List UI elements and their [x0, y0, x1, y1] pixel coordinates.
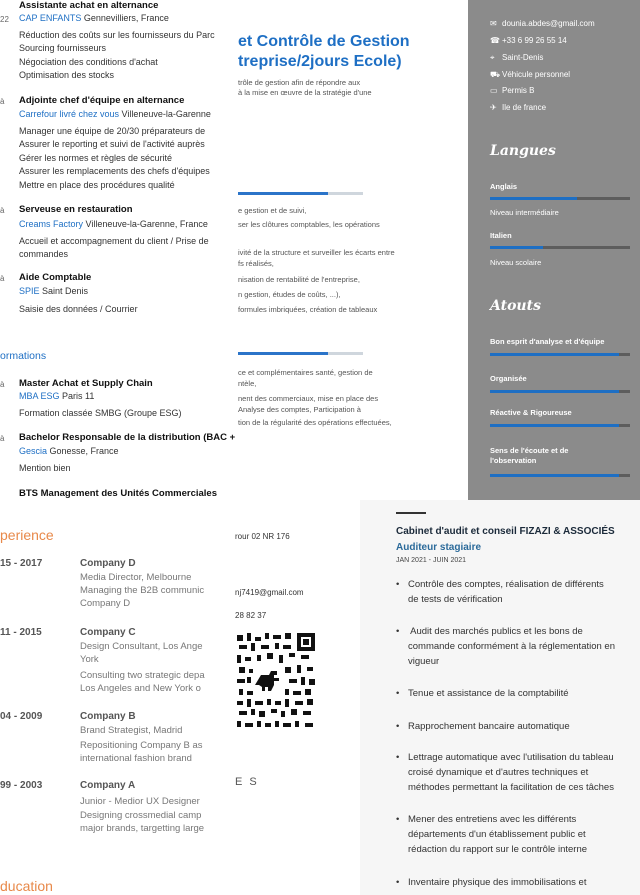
bullet-item: • Inventaire physique des immobilisations et — [396, 877, 587, 888]
mid-text-line: nent des commerciaux, mise en place des — [238, 394, 379, 403]
location-pin-icon: ⌖ — [490, 53, 495, 62]
exp-line: Brand Strategist, Madrid — [80, 725, 183, 736]
job-title: Assistante achat en alternance — [19, 0, 159, 11]
job-desc-line: Négociation des conditions d'achat — [19, 57, 158, 67]
mid-text-line: ser les clôtures comptables, les opérations — [238, 220, 380, 229]
job-desc-line: Assurer les remplacements des chefs d'équipes — [19, 166, 210, 176]
exp-line: Managing the B2B communic — [80, 585, 205, 596]
address-text: rour 02 NR 176 — [235, 532, 290, 541]
job-title: Adjointe chef d'équipe en alternance — [19, 95, 185, 106]
qr-code-icon — [235, 631, 317, 731]
job-year: à — [0, 206, 5, 215]
email-text: nj7419@gmail.com — [235, 588, 304, 597]
job-year: à — [0, 274, 5, 283]
language-level-bar — [490, 246, 630, 249]
language-level-text: Niveau scolaire — [490, 258, 542, 267]
contact-city: ⌖ Saint-Denis — [490, 53, 544, 62]
education-heading: ducation — [0, 878, 53, 894]
partial-heading-text: E S — [235, 776, 259, 788]
school-place: Paris 11 — [59, 391, 95, 401]
job-desc-line: Optimisation des stocks — [19, 70, 115, 80]
contact-region: ✈ Ile de france — [490, 103, 547, 112]
mid-text-line: ntèle, — [238, 379, 257, 388]
company-place: Saint Denis — [39, 286, 89, 296]
language-name: Italien — [490, 231, 512, 240]
job-desc-line: Accueil et accompagnement du client / Prise de — [19, 236, 209, 246]
job-year: à — [0, 97, 5, 106]
id-card-icon: ▭ — [490, 86, 498, 95]
company-place: Villeneuve-la-Garenne — [119, 109, 211, 119]
langues-heading: Langues — [490, 143, 556, 159]
job-company-line — [19, 109, 211, 119]
mid-text-line: ce et complémentaires santé, gestion de — [238, 368, 373, 377]
language-name: Anglais — [490, 182, 518, 191]
edu-desc-line: Formation classée SMBG (Groupe ESG) — [19, 408, 182, 418]
job-company-line — [19, 219, 208, 229]
exp-line: Media Director, Melbourne — [80, 572, 192, 583]
company-name: Creams Factory — [19, 219, 84, 229]
exp-line: Junior - Medior UX Designer — [80, 796, 200, 807]
edu-title: BTS Management des Unités Commerciales — [19, 488, 217, 499]
car-icon: ⛟ — [490, 70, 501, 79]
edu-title: Master Achat et Supply Chain — [19, 378, 153, 389]
job-desc-line: Manager une équipe de 20/30 préparateurs de — [19, 126, 206, 136]
contact-license: ▭ Permis B — [490, 86, 535, 95]
job-desc-line: Réduction des coûts sur les fournisseurs du Parc — [19, 30, 215, 40]
exp-company: Company B — [80, 711, 136, 722]
atout-label: Sens de l'écoute et de — [490, 446, 569, 455]
mid-text-line: fs réalisés, — [238, 259, 274, 268]
job-company-line — [19, 286, 88, 296]
mid-title-line-1: et Contrôle de Gestion — [238, 33, 410, 50]
company-name: Carrefour livré chez vous — [19, 109, 120, 119]
mid-text-line: nisation de rentabilité de l'entreprise, — [238, 275, 360, 284]
mid-intro-line: à la mise en œuvre de la stratégie d'une — [238, 88, 372, 97]
contact-phone: ☎ +33 6 99 26 55 14 — [490, 36, 567, 45]
audit-experience-panel — [360, 500, 640, 895]
job-title: Serveuse en restauration — [19, 204, 133, 215]
atout-label: Réactive & Rigoureuse — [490, 408, 572, 417]
phone-text: 28 82 37 — [235, 611, 267, 620]
job-desc-line: commandes — [19, 249, 69, 259]
job-desc-line: Assurer le reporting et suivi de l'activité auprès — [19, 139, 205, 149]
atout-bar — [490, 424, 630, 427]
bullet-item: • Lettrage automatique avec l'utilisation du tableau croisé dynamique et d'autres techniques et méthodes permettant la facilitation de ces tâches — [396, 752, 614, 793]
atouts-heading: Atouts — [490, 298, 541, 314]
left-resume-panel — [0, 0, 237, 515]
atout-bar — [490, 390, 630, 393]
job-dates: JAN 2021 - JUIN 2021 — [396, 557, 467, 564]
bullet-item: • Tenue et assistance de la comptabilité — [396, 688, 569, 699]
school-place: Gonesse, France — [47, 446, 119, 456]
atout-bar — [490, 353, 630, 356]
edu-school-line — [19, 391, 94, 401]
exp-line: Consulting two strategic depa — [80, 670, 205, 681]
mid-skill-bar — [238, 352, 363, 355]
section-rule — [396, 512, 426, 514]
bullet-item: • Audit des marchés publics et les bons de commande conformément à la réglementation en vigueur — [396, 626, 616, 667]
experience-template-panel — [0, 518, 240, 895]
edu-year: à — [0, 434, 5, 443]
atout-bar — [490, 474, 630, 477]
exp-line: York — [80, 654, 99, 665]
experience-heading: perience — [0, 527, 54, 543]
company-name: SPIE — [19, 286, 40, 296]
mid-text-line: Analyse des comptes, Participation à — [238, 405, 361, 414]
company-name: CAP ENFANTS — [19, 13, 82, 23]
exp-line: Repositioning Company B as — [80, 740, 203, 751]
atout-label: l'observation — [490, 456, 537, 465]
contact-qr-panel — [232, 518, 360, 895]
mid-text-line: tion de la régularité des opérations effectuées, — [238, 418, 392, 427]
exp-years: 11 - 2015 — [0, 627, 42, 638]
company-place: Gennevilliers, France — [81, 13, 169, 23]
mid-text-line: ivité de la structure et surveiller les écarts entre — [238, 248, 395, 257]
language-level-bar — [490, 197, 630, 200]
exp-company: Company D — [80, 558, 136, 569]
exp-line: Design Consultant, Los Ange — [80, 641, 203, 652]
company-place: Villeneuve-la-Garenne, France — [83, 219, 208, 229]
exp-line: Company D — [80, 598, 131, 609]
bullet-item: • Contrôle des comptes, réalisation de différents de tests de vérification — [396, 579, 604, 605]
mail-icon: ✉ — [490, 19, 497, 28]
school-name: MBA ESG — [19, 391, 60, 401]
exp-line: major brands, targetting large — [80, 823, 205, 834]
edu-school-line — [19, 446, 119, 456]
formations-heading: ormations — [0, 350, 47, 362]
atout-label: Bon esprit d'analyse et d'équipe — [490, 337, 605, 346]
school-name: Gescia — [19, 446, 48, 456]
contact-vehicle: ⛟ Véhicule personnel — [490, 70, 571, 79]
mid-text-line: e gestion et de suivi, — [238, 206, 307, 215]
edu-title: Bachelor Responsable de la distribution (BAC + — [19, 432, 236, 443]
mid-title-line-2: treprise/2jours Ecole) — [238, 53, 402, 70]
right-sidebar-panel — [468, 0, 640, 500]
atout-label: Organisée — [490, 374, 527, 383]
exp-years: 15 - 2017 — [0, 558, 43, 569]
edu-desc-line: Mention bien — [19, 463, 71, 473]
bullet-item: • Rapprochement bancaire automatique — [396, 721, 570, 732]
contact-email: ✉ dounia.abdes@gmail.com — [490, 19, 595, 28]
job-year: 22 — [0, 15, 9, 24]
exp-line: international fashion brand — [80, 753, 192, 764]
job-company-line — [19, 13, 169, 23]
mid-text-line: formules imbriquées, création de tableaux — [238, 305, 378, 314]
mid-intro-line: trôle de gestion afin de répondre aux — [238, 78, 361, 87]
exp-line: Designing crossmedial camp — [80, 810, 202, 821]
middle-resume-panel — [230, 0, 470, 520]
phone-icon: ☎ — [490, 36, 500, 45]
language-level-text: Niveau intermédiaire — [490, 208, 559, 217]
firm-name: Cabinet d'audit et conseil FIZAZI & ASSOCIÉS — [396, 526, 615, 537]
bullet-item: • Mener des entretiens avec les différents départements d'un établissement public et rédaction du rapport sur le contrôle interne — [396, 814, 588, 855]
edu-year: à — [0, 380, 5, 389]
job-title: Aide Comptable — [19, 272, 92, 283]
job-desc-line: Sourcing fournisseurs — [19, 43, 107, 53]
job-desc-line: Gérer les normes et règles de sécurité — [19, 153, 173, 163]
exp-company: Company A — [80, 780, 136, 791]
job-desc-line: Mettre en place des procédures qualité — [19, 180, 175, 190]
mid-skill-bar — [238, 192, 363, 195]
exp-years: 04 - 2009 — [0, 711, 43, 722]
exp-company: Company C — [80, 627, 136, 638]
plane-icon: ✈ — [490, 103, 497, 112]
job-role: Auditeur stagiaire — [396, 542, 482, 553]
job-desc-line: Saisie des données / Courrier — [19, 304, 138, 314]
exp-years: 99 - 2003 — [0, 780, 43, 791]
exp-line: Los Angeles and New York o — [80, 683, 201, 694]
mid-text-line: n gestion, études de coûts, ...), — [238, 290, 341, 299]
